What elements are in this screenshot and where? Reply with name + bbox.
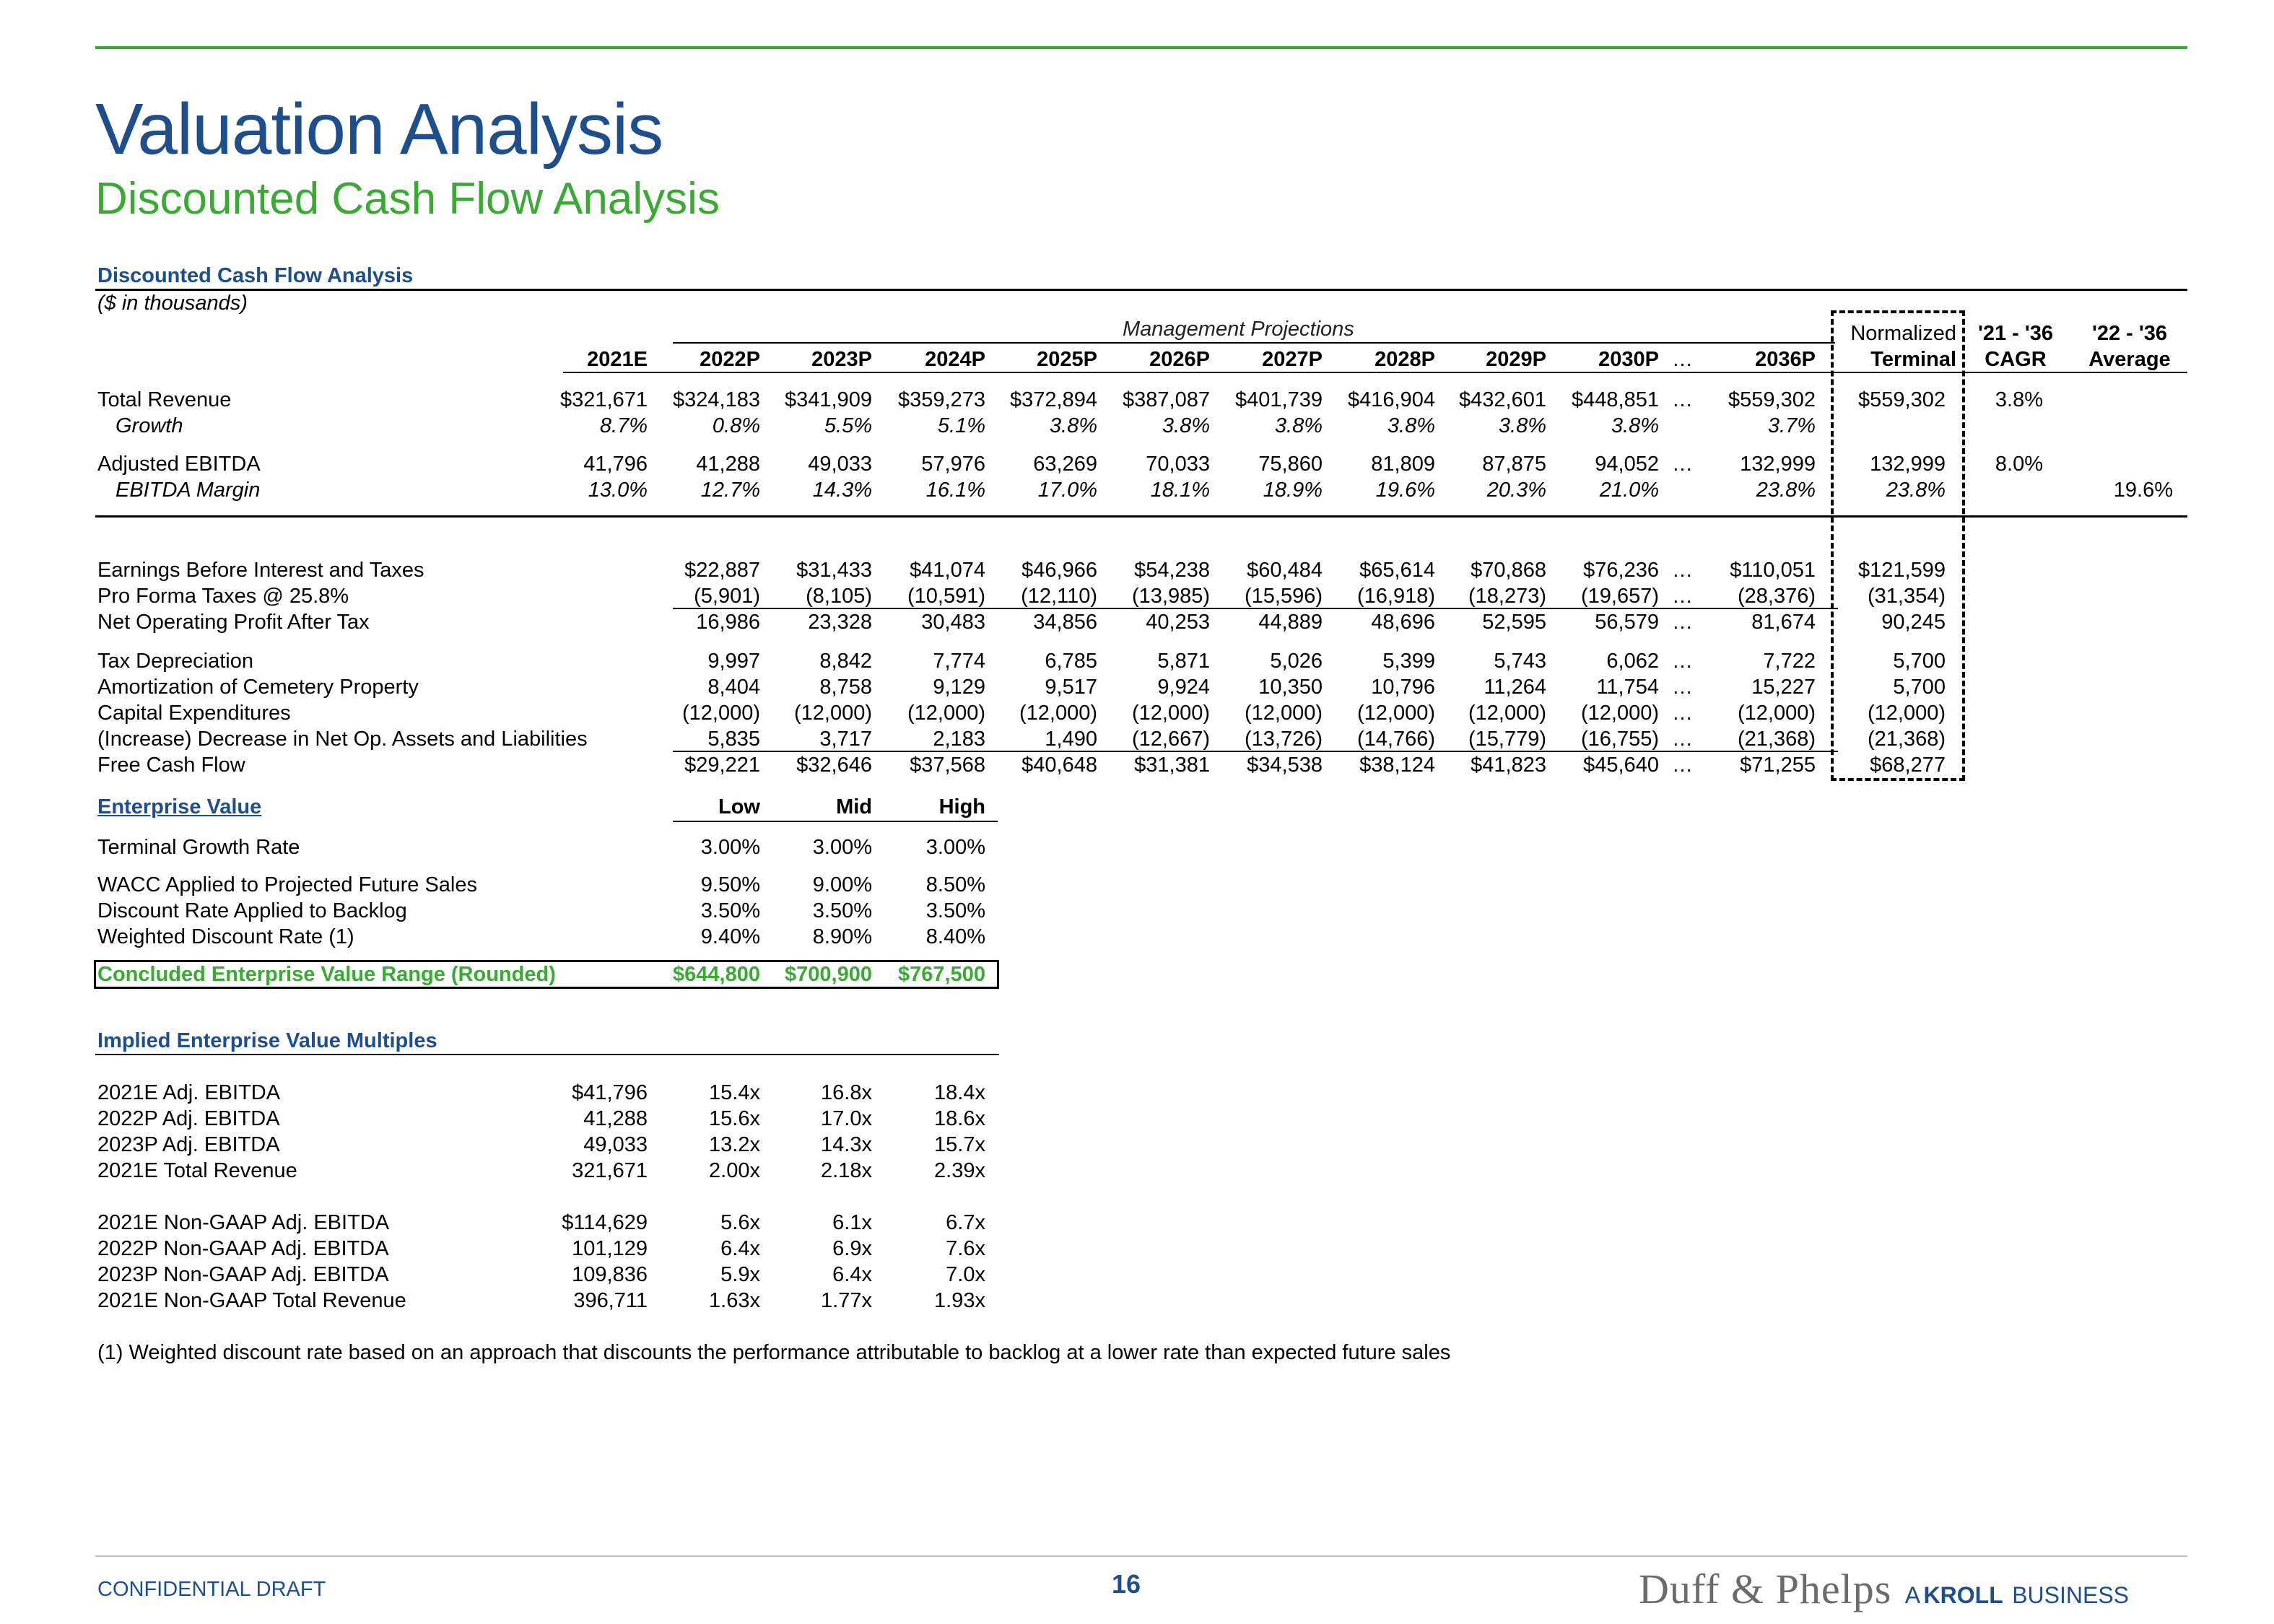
table-cell: (12,000) (1019, 702, 1097, 725)
multiple-cell: 6.4x (832, 1263, 872, 1286)
table-cell: $45,640 (1583, 754, 1659, 777)
table-cell: 1,490 (1045, 728, 1097, 751)
table-cell: $387,087 (1123, 388, 1210, 411)
multiple-cell: 6.7x (946, 1211, 985, 1234)
row-label: Terminal Growth Rate (97, 836, 300, 859)
table-cell: 3.00% (925, 836, 985, 859)
multiple-cell: 5.6x (720, 1211, 760, 1234)
projection-rule (673, 342, 1835, 344)
table-cell: (12,000) (1468, 702, 1546, 725)
table-cell: 40,253 (1146, 611, 1210, 634)
table-cell: (18,273) (1468, 585, 1546, 608)
ellipsis: … (1672, 754, 1693, 777)
table-cell: $31,433 (796, 559, 872, 582)
table-cell: 20.3% (1486, 479, 1546, 502)
row-label: Growth (116, 414, 183, 437)
multiple-cell: 15.4x (709, 1081, 760, 1104)
row-label: Tax Depreciation (97, 650, 253, 673)
table-cell: $46,966 (1021, 559, 1097, 582)
multiple-cell: 14.3x (821, 1133, 872, 1156)
year-header: 2022P (700, 348, 760, 371)
terminal-cell: 132,999 (1870, 453, 1946, 476)
table-cell: $54,238 (1134, 559, 1210, 582)
multiple-cell: 15.6x (709, 1107, 760, 1130)
multiples-rule (95, 1054, 999, 1055)
year-header: 2036P (1755, 348, 1816, 371)
ellipsis: … (1672, 388, 1693, 411)
table-cell: 3.50% (812, 899, 872, 922)
table-cell: 23,328 (808, 611, 872, 634)
metric-cell: 101,129 (572, 1237, 648, 1260)
cagr-cell: 3.8% (1995, 388, 2043, 411)
table-cell: 8,404 (707, 676, 760, 699)
table-cell: $70,868 (1471, 559, 1546, 582)
table-cell: (12,000) (681, 702, 760, 725)
row-label: (Increase) Decrease in Net Op. Assets and Liabilities (97, 728, 588, 751)
logo-business: BUSINESS (2012, 1582, 2130, 1608)
concluded-label: Concluded Enterprise Value Range (Rounded) (97, 963, 556, 986)
table-cell: (13,985) (1131, 585, 1210, 608)
concluded-value: $767,500 (898, 963, 985, 986)
terminal-cell: $559,302 (1858, 388, 1946, 411)
table-cell: $341,909 (785, 388, 872, 411)
table-cell: 8,842 (819, 650, 872, 673)
table-cell: 8.50% (925, 873, 985, 896)
terminal-cell: 90,245 (1881, 611, 1946, 634)
table-cell: (16,918) (1356, 585, 1435, 608)
table-cell: 3.8% (1162, 414, 1210, 437)
table-cell: 81,809 (1371, 453, 1435, 476)
table-cell: 6,062 (1606, 650, 1659, 673)
confidential-label: CONFIDENTIAL DRAFT (97, 1578, 326, 1601)
enterprise-col-header: High (938, 795, 985, 818)
concluded-value: $700,900 (785, 963, 872, 986)
table-cell: 5,835 (707, 728, 760, 751)
table-cell: $22,887 (684, 559, 760, 582)
table-cell: $31,381 (1134, 754, 1210, 777)
row-label: Amortization of Cemetery Property (97, 676, 419, 699)
table-cell: 16,986 (696, 611, 760, 634)
nopat-rule (673, 608, 1838, 609)
average-header-top: '22 - '36 (2091, 322, 2168, 345)
table-cell: 70,033 (1146, 453, 1210, 476)
footer-rule (95, 1555, 2187, 1557)
table-units: ($ in thousands) (97, 292, 248, 315)
table-cell: 8.40% (925, 925, 985, 948)
table-cell: 8.90% (812, 925, 872, 948)
table-cell: 5,743 (1494, 650, 1546, 673)
multiple-cell: 1.93x (934, 1289, 985, 1312)
table-cell: 2,183 (933, 728, 985, 751)
table-title: Discounted Cash Flow Analysis (97, 264, 414, 287)
table-cell: 10,350 (1258, 676, 1323, 699)
enterprise-col-header: Mid (836, 795, 872, 818)
average-header-bottom: Average (2088, 348, 2171, 371)
table-cell: $372,894 (1010, 388, 1097, 411)
multiple-cell: 6.9x (832, 1237, 872, 1260)
table-cell: (15,596) (1244, 585, 1323, 608)
table-cell: 3.8% (1611, 414, 1659, 437)
table-cell: $65,614 (1359, 559, 1435, 582)
table-cell: $41,823 (1471, 754, 1546, 777)
table-cell: 16.1% (925, 479, 985, 502)
table-cell: 9,517 (1045, 676, 1097, 699)
table-cell: 94,052 (1595, 453, 1659, 476)
year-header: 2023P (811, 348, 872, 371)
row-label: 2023P Adj. EBITDA (97, 1133, 280, 1156)
table-cell: 9.00% (812, 873, 872, 896)
terminal-cell: (21,368) (1867, 728, 1946, 751)
table-title-rule (95, 289, 2187, 291)
enterprise-header-rule (673, 821, 998, 822)
company-logo (1639, 1565, 2129, 1613)
table-cell: $110,051 (1730, 559, 1816, 582)
year-header: 2026P (1149, 348, 1210, 371)
row-label: Weighted Discount Rate (1) (97, 925, 354, 948)
metric-cell: $41,796 (572, 1081, 648, 1104)
multiple-cell: 17.0x (821, 1107, 872, 1130)
table-cell: 7,774 (933, 650, 985, 673)
logo-a: A (1904, 1582, 1921, 1608)
ellipsis: … (1672, 728, 1693, 751)
table-cell: $29,221 (684, 754, 760, 777)
table-cell: 14.3% (812, 479, 872, 502)
table-cell: 0.8% (712, 414, 760, 437)
table-cell: $559,302 (1728, 388, 1816, 411)
row-label: Capital Expenditures (97, 702, 291, 725)
table-cell: 30,483 (921, 611, 985, 634)
table-cell: 23.8% (1756, 479, 1816, 502)
row-label: 2021E Non-GAAP Total Revenue (97, 1289, 406, 1312)
multiple-cell: 7.6x (946, 1237, 985, 1260)
terminal-dashed-box (1831, 310, 1965, 781)
multiple-cell: 18.6x (934, 1107, 985, 1130)
cagr-header-top: '21 - '36 (1977, 322, 2054, 345)
ellipsis: … (1672, 650, 1693, 673)
terminal-cell: (31,354) (1867, 585, 1946, 608)
multiple-cell: 1.77x (821, 1289, 872, 1312)
year-header: 2025P (1037, 348, 1097, 371)
table-cell: $401,739 (1235, 388, 1323, 411)
table-cell: (5,901) (694, 585, 760, 608)
table-cell: 3.8% (1049, 414, 1097, 437)
table-cell: 87,875 (1482, 453, 1546, 476)
table-cell: (12,000) (1356, 702, 1435, 725)
row-label: Net Operating Profit After Tax (97, 611, 370, 634)
table-cell: 41,288 (696, 453, 760, 476)
cagr-header-bottom: CAGR (1985, 348, 2047, 371)
table-cell: 75,860 (1258, 453, 1323, 476)
ellipsis: … (1672, 585, 1693, 608)
table-cell: 3.50% (925, 899, 985, 922)
table-cell: $432,601 (1459, 388, 1546, 411)
ellipsis: … (1672, 702, 1693, 725)
table-cell: 5,026 (1270, 650, 1323, 673)
metric-cell: 41,288 (583, 1107, 648, 1130)
page-number: 16 (1112, 1569, 1141, 1599)
row-label: Total Revenue (97, 388, 232, 411)
ellipsis: … (1672, 676, 1693, 699)
table-cell: (16,755) (1580, 728, 1659, 751)
multiple-cell: 2.39x (934, 1159, 985, 1182)
table-cell: $359,273 (898, 388, 985, 411)
year-header: 2024P (925, 348, 985, 371)
table-cell: 34,856 (1033, 611, 1097, 634)
table-cell: 57,976 (921, 453, 985, 476)
row-label: Adjusted EBITDA (97, 453, 261, 476)
terminal-cell: $121,599 (1858, 559, 1946, 582)
table-cell: 49,033 (808, 453, 872, 476)
enterprise-heading: Enterprise Value (97, 795, 262, 818)
table-cell: (19,657) (1580, 585, 1659, 608)
table-cell: (12,000) (1737, 702, 1816, 725)
metric-cell: $114,629 (562, 1211, 648, 1234)
table-cell: (8,105) (806, 585, 872, 608)
table-cell: (15,779) (1468, 728, 1546, 751)
table-cell: 3.8% (1498, 414, 1546, 437)
year-header: 2028P (1375, 348, 1435, 371)
ellipsis: … (1672, 348, 1693, 371)
logo-kroll: KROLL (1923, 1582, 2003, 1608)
table-cell: (21,368) (1737, 728, 1816, 751)
row-label: WACC Applied to Projected Future Sales (97, 873, 478, 896)
terminal-cell: 5,700 (1893, 676, 1946, 699)
table-cell: 9.50% (700, 873, 760, 896)
row-label: 2021E Non-GAAP Adj. EBITDA (97, 1211, 390, 1234)
table-cell: 9,129 (933, 676, 985, 699)
table-cell: 63,269 (1033, 453, 1097, 476)
table-cell: 15,227 (1751, 676, 1816, 699)
table-cell: 18.9% (1263, 479, 1323, 502)
table-cell: 6,785 (1045, 650, 1097, 673)
table-cell: $60,484 (1247, 559, 1323, 582)
table-cell: 5.5% (824, 414, 872, 437)
multiple-cell: 6.4x (720, 1237, 760, 1260)
table-cell: $448,851 (1572, 388, 1659, 411)
table-cell: 3.8% (1387, 414, 1435, 437)
table-cell: 3.00% (700, 836, 760, 859)
table-cell: $41,074 (910, 559, 985, 582)
terminal-header: Terminal (1870, 348, 1956, 371)
footnote: (1) Weighted discount rate based on an approach that discounts the performance attributable to backlog at a lower rate than expected future sales (97, 1341, 1451, 1364)
metric-cell: 396,711 (573, 1289, 648, 1312)
row-label: Pro Forma Taxes @ 25.8% (97, 585, 349, 608)
table-cell: $34,538 (1247, 754, 1323, 777)
table-cell: (28,376) (1737, 585, 1816, 608)
table-cell: 9,924 (1157, 676, 1210, 699)
multiple-cell: 2.18x (821, 1159, 872, 1182)
table-cell: 81,674 (1751, 611, 1816, 634)
multiple-cell: 15.7x (934, 1133, 985, 1156)
table-cell: (12,667) (1131, 728, 1210, 751)
table-cell: 5,871 (1157, 650, 1210, 673)
table-cell: 19.6% (1375, 479, 1435, 502)
table-cell: (12,000) (1244, 702, 1323, 725)
multiple-cell: 6.1x (832, 1211, 872, 1234)
table-cell: (12,000) (1131, 702, 1210, 725)
table-cell: 3.00% (812, 836, 872, 859)
multiple-cell: 7.0x (946, 1263, 985, 1286)
table-cell: (12,000) (793, 702, 872, 725)
concluded-value: $644,800 (673, 963, 760, 986)
row-label: Discount Rate Applied to Backlog (97, 899, 407, 922)
table-cell: $416,904 (1348, 388, 1435, 411)
table-cell: $38,124 (1359, 754, 1435, 777)
row-label: 2022P Non-GAAP Adj. EBITDA (97, 1237, 389, 1260)
table-cell: 7,722 (1763, 650, 1816, 673)
table-cell: 3.8% (1274, 414, 1323, 437)
table-cell: 21.0% (1599, 479, 1659, 502)
row-label: Earnings Before Interest and Taxes (97, 559, 424, 582)
average-cell: 19.6% (2113, 479, 2173, 502)
table-cell: 56,579 (1595, 611, 1659, 634)
table-cell: 3.7% (1767, 414, 1816, 437)
table-cell: 9.40% (700, 925, 760, 948)
row-label: 2022P Adj. EBITDA (97, 1107, 280, 1130)
metric-cell: 321,671 (572, 1159, 648, 1182)
table-cell: $324,183 (673, 388, 760, 411)
page-title: Valuation Analysis (95, 89, 663, 170)
table-cell: (13,726) (1244, 728, 1323, 751)
table-cell: $71,255 (1740, 754, 1816, 777)
ellipsis: … (1672, 453, 1693, 476)
ellipsis: … (1672, 559, 1693, 582)
year-header: 2029P (1486, 348, 1546, 371)
terminal-cell: 23.8% (1886, 479, 1946, 502)
multiples-heading: Implied Enterprise Value Multiples (97, 1029, 437, 1052)
table-cell: 41,796 (583, 453, 648, 476)
table-cell: $76,236 (1583, 559, 1659, 582)
fcf-rule (673, 751, 1838, 752)
top-rule (95, 46, 2187, 49)
table-cell: $37,568 (910, 754, 985, 777)
normalized-header: Normalized (1850, 322, 1956, 345)
row-label: 2021E Adj. EBITDA (97, 1081, 281, 1104)
table-cell: 11,754 (1596, 676, 1659, 699)
table-cell: 13.0% (588, 479, 648, 502)
projection-label: Management Projections (1123, 318, 1354, 341)
table-cell: 3,717 (819, 728, 872, 751)
multiple-cell: 18.4x (934, 1081, 985, 1104)
row-label: EBITDA Margin (116, 479, 261, 502)
table-cell: 52,595 (1482, 611, 1546, 634)
table-cell: (10,591) (907, 585, 985, 608)
table-cell: 10,796 (1371, 676, 1435, 699)
year-header: 2027P (1262, 348, 1323, 371)
year-header: 2021E (587, 348, 648, 371)
table-cell: 48,696 (1371, 611, 1435, 634)
table-cell: 5,399 (1382, 650, 1435, 673)
table-cell: $40,648 (1021, 754, 1097, 777)
table-cell: 11,264 (1484, 676, 1546, 699)
multiple-cell: 16.8x (821, 1081, 872, 1104)
table-cell: 18.1% (1150, 479, 1210, 502)
table-cell: (14,766) (1356, 728, 1435, 751)
page-subtitle: Discounted Cash Flow Analysis (95, 174, 720, 224)
table-cell: 8,758 (819, 676, 872, 699)
multiple-cell: 2.00x (709, 1159, 760, 1182)
metric-cell: 109,836 (572, 1263, 648, 1286)
row-label: 2023P Non-GAAP Adj. EBITDA (97, 1263, 389, 1286)
cagr-cell: 8.0% (1995, 453, 2043, 476)
table-cell: (12,000) (1580, 702, 1659, 725)
table-cell: 8.7% (599, 414, 648, 437)
terminal-cell: 5,700 (1893, 650, 1946, 673)
table-cell: 44,889 (1258, 611, 1323, 634)
table-cell: (12,000) (907, 702, 985, 725)
multiple-cell: 5.9x (720, 1263, 760, 1286)
table-cell: 5.1% (937, 414, 985, 437)
enterprise-col-header: Low (718, 795, 760, 818)
table-cell: 17.0% (1037, 479, 1097, 502)
ellipsis: … (1672, 611, 1693, 634)
terminal-cell: (12,000) (1867, 702, 1946, 725)
table-cell: (12,110) (1021, 585, 1097, 608)
multiple-cell: 13.2x (709, 1133, 760, 1156)
multiple-cell: 1.63x (709, 1289, 760, 1312)
logo-duff-phelps: Duff & Phelps (1639, 1566, 1892, 1612)
row-label: 2021E Total Revenue (97, 1159, 297, 1182)
table-cell: 9,997 (707, 650, 760, 673)
terminal-cell: $68,277 (1870, 754, 1946, 777)
metric-cell: 49,033 (583, 1133, 648, 1156)
row-label: Free Cash Flow (97, 754, 245, 777)
table-cell: $32,646 (796, 754, 872, 777)
table-cell: 132,999 (1740, 453, 1816, 476)
table-cell: 12.7% (700, 479, 760, 502)
table-cell: $321,671 (560, 388, 648, 411)
year-header: 2030P (1598, 348, 1659, 371)
table-cell: 3.50% (700, 899, 760, 922)
